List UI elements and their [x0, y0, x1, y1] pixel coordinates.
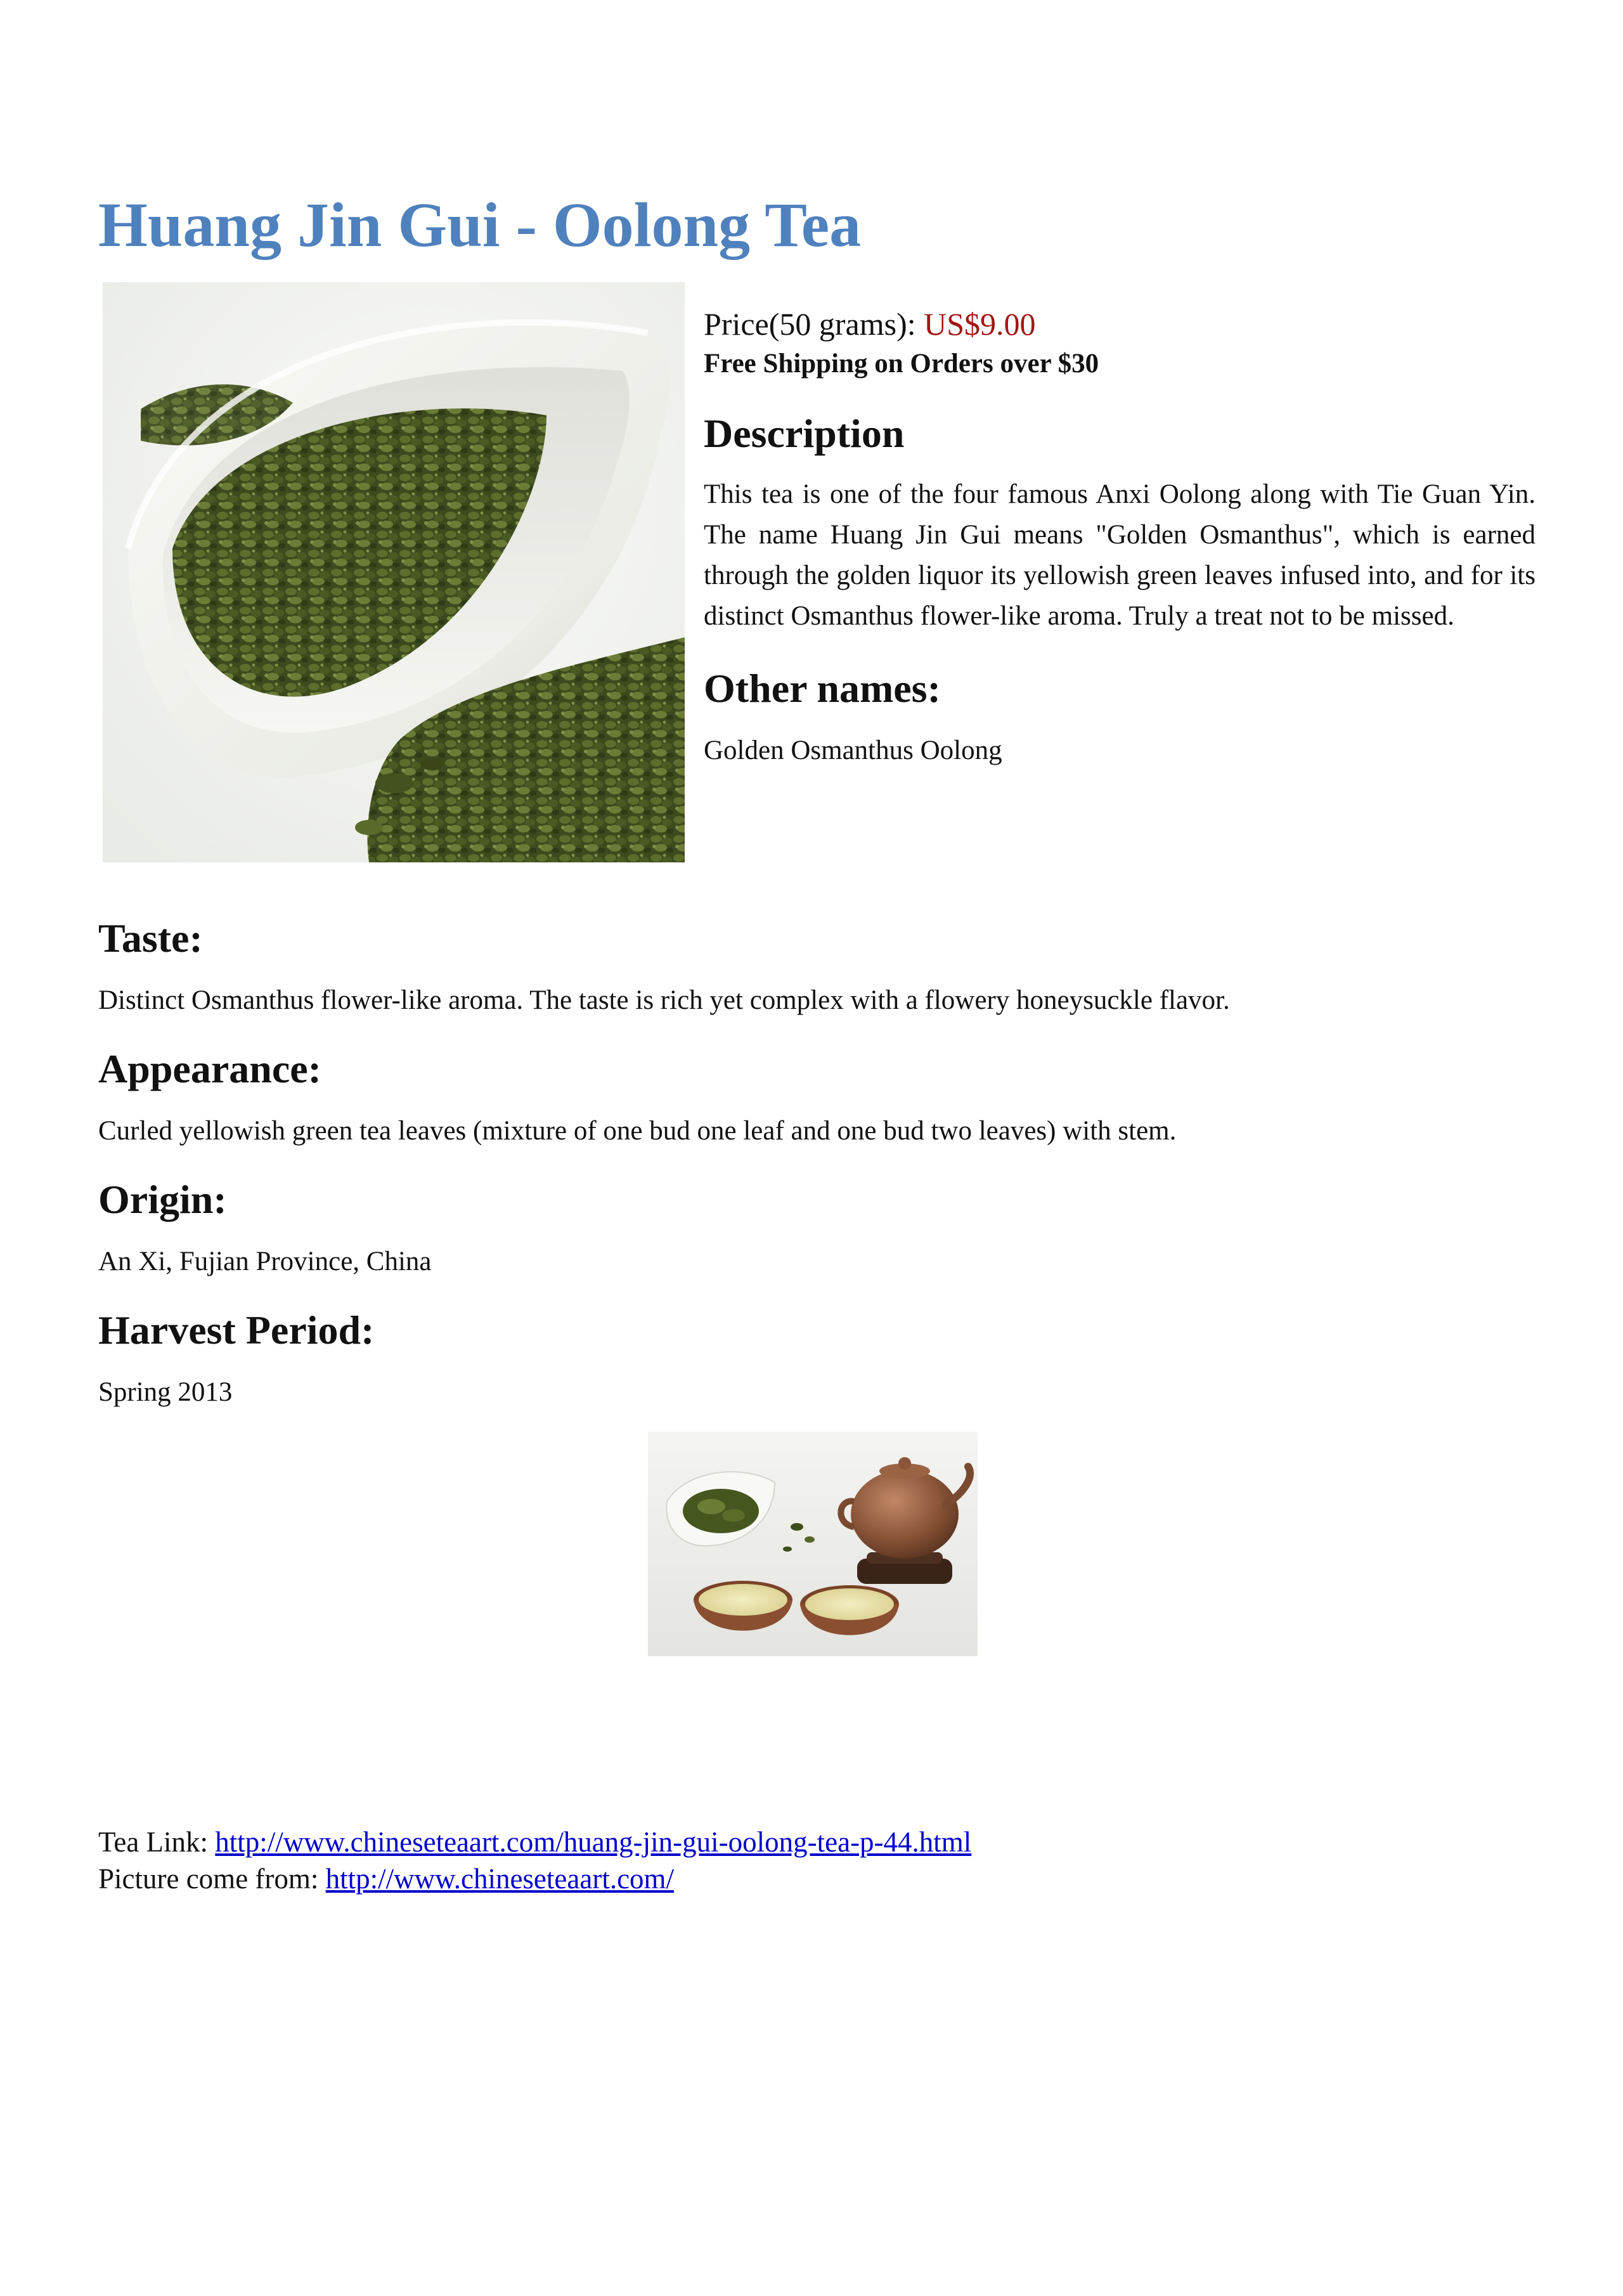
- price-value: US$9.00: [924, 306, 1036, 342]
- picture-source-line: [98, 1860, 971, 1897]
- picture-source-label: Picture come from:: [98, 1863, 319, 1895]
- other-names-text: Golden Osmanthus Oolong: [704, 736, 1002, 765]
- tea-set-photo: [648, 1432, 978, 1656]
- tea-leaves-photo: [103, 282, 685, 862]
- harvest-text: Spring 2013: [98, 1377, 233, 1407]
- picture-source-link[interactable]: http://www.chineseteaart.com/: [325, 1863, 675, 1895]
- tea-link-label: Tea Link:: [98, 1826, 209, 1858]
- price-line: [704, 304, 1536, 344]
- appearance-section: [98, 1044, 1525, 1151]
- shipping-note: Free Shipping on Orders over $30: [704, 349, 1099, 379]
- origin-section: [98, 1174, 1525, 1282]
- taste-section: [98, 913, 1525, 1021]
- page-title: Huang Jin Gui - Oolong Tea: [98, 190, 862, 260]
- appearance-heading: Appearance:: [98, 1046, 321, 1091]
- description-text: This tea is one of the four famous Anxi Oolong along with Tie Guan Yin. The name Huang Jin Gui means "Golden Osmanthus", which is earned through the golden liquor its yellowish green leaves infused into, and for its distinct Osmanthus flower-like aroma. Truly a treat not to be missed.: [704, 479, 1536, 631]
- taste-heading: Taste:: [98, 916, 203, 961]
- other-names-heading: Other names:: [704, 666, 941, 711]
- price-label: Price(50 grams):: [704, 306, 916, 342]
- source-links: [98, 1824, 971, 1897]
- tea-link[interactable]: http://www.chineseteaart.com/huang-jin-gui-oolong-tea-p-44.html: [215, 1826, 972, 1858]
- taste-text: Distinct Osmanthus flower-like aroma. The taste is rich yet complex with a flowery honeysuckle flavor.: [98, 985, 1230, 1015]
- appearance-text: Curled yellowish green tea leaves (mixture of one bud one leaf and one bud two leaves) with stem.: [98, 1116, 1177, 1146]
- origin-text: An Xi, Fujian Province, China: [98, 1247, 432, 1276]
- tea-details: [98, 913, 1525, 1413]
- tea-link-line: [98, 1824, 971, 1860]
- harvest-heading: Harvest Period:: [98, 1307, 375, 1352]
- product-info: [704, 304, 1536, 771]
- origin-heading: Origin:: [98, 1177, 227, 1222]
- description-heading: Description: [704, 411, 905, 456]
- harvest-section: [98, 1305, 1525, 1413]
